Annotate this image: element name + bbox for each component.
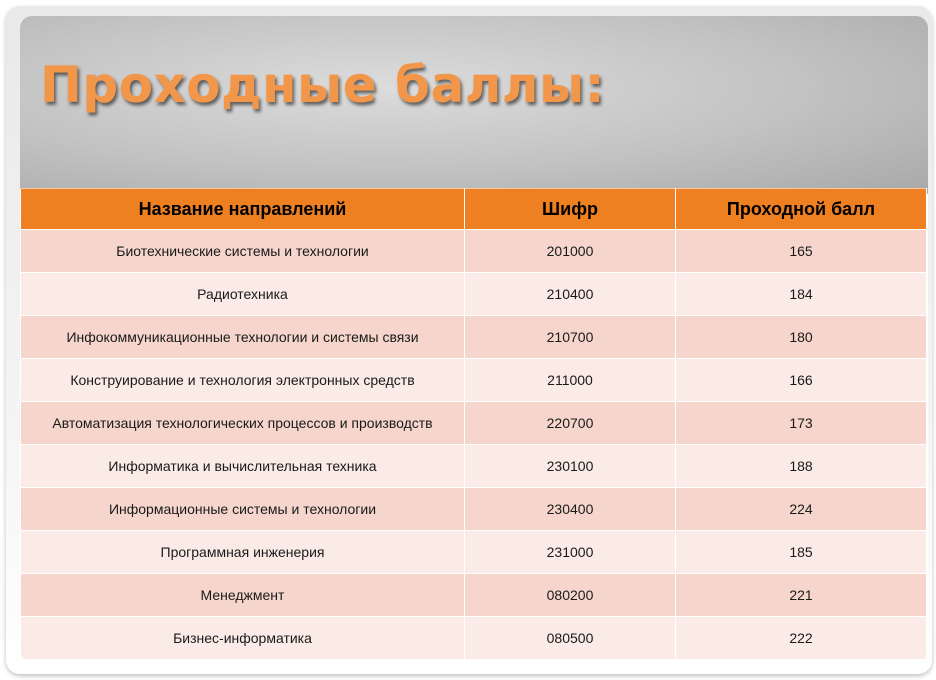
cell-score: 222 (676, 617, 927, 660)
cell-code: 210700 (465, 316, 676, 359)
passing-scores-table (20, 188, 927, 660)
cell-code: 220700 (465, 402, 676, 445)
cell-name: Бизнес-информатика (21, 617, 465, 660)
cell-score: 166 (676, 359, 927, 402)
table-row (21, 230, 927, 273)
cell-code: 201000 (465, 230, 676, 273)
table-header-row (21, 189, 927, 230)
cell-name: Менеджмент (21, 574, 465, 617)
cell-name: Инфокоммуникационные технологии и системы связи (21, 316, 465, 359)
cell-score: 165 (676, 230, 927, 273)
cell-name: Программная инженерия (21, 531, 465, 574)
cell-name: Биотехнические системы и технологии (21, 230, 465, 273)
table-row (21, 488, 927, 531)
cell-code: 230100 (465, 445, 676, 488)
cell-score: 173 (676, 402, 927, 445)
cell-code: 080200 (465, 574, 676, 617)
title-band (20, 16, 928, 194)
cell-name: Информатика и вычислительная техника (21, 445, 465, 488)
header-code: Шифр (465, 189, 676, 230)
table-row (21, 402, 927, 445)
cell-code: 230400 (465, 488, 676, 531)
cell-name: Автоматизация технологических процессов и производств (21, 402, 465, 445)
cell-score: 184 (676, 273, 927, 316)
cell-score: 221 (676, 574, 927, 617)
slide (20, 16, 928, 662)
cell-score: 185 (676, 531, 927, 574)
header-name: Название направлений (21, 189, 465, 230)
table-row (21, 316, 927, 359)
table-row (21, 273, 927, 316)
cell-code: 080500 (465, 617, 676, 660)
cell-score: 188 (676, 445, 927, 488)
table-row (21, 574, 927, 617)
cell-code: 210400 (465, 273, 676, 316)
slide-frame (6, 6, 932, 674)
cell-score: 224 (676, 488, 927, 531)
cell-name: Конструирование и технология электронных средств (21, 359, 465, 402)
cell-score: 180 (676, 316, 927, 359)
table-row (21, 359, 927, 402)
cell-code: 231000 (465, 531, 676, 574)
header-score: Проходной балл (676, 189, 927, 230)
table-row (21, 617, 927, 660)
table-row (21, 531, 927, 574)
slide-title: Проходные баллы: (40, 56, 606, 114)
cell-name: Радиотехника (21, 273, 465, 316)
table-row (21, 445, 927, 488)
cell-code: 211000 (465, 359, 676, 402)
cell-name: Информационные системы и технологии (21, 488, 465, 531)
